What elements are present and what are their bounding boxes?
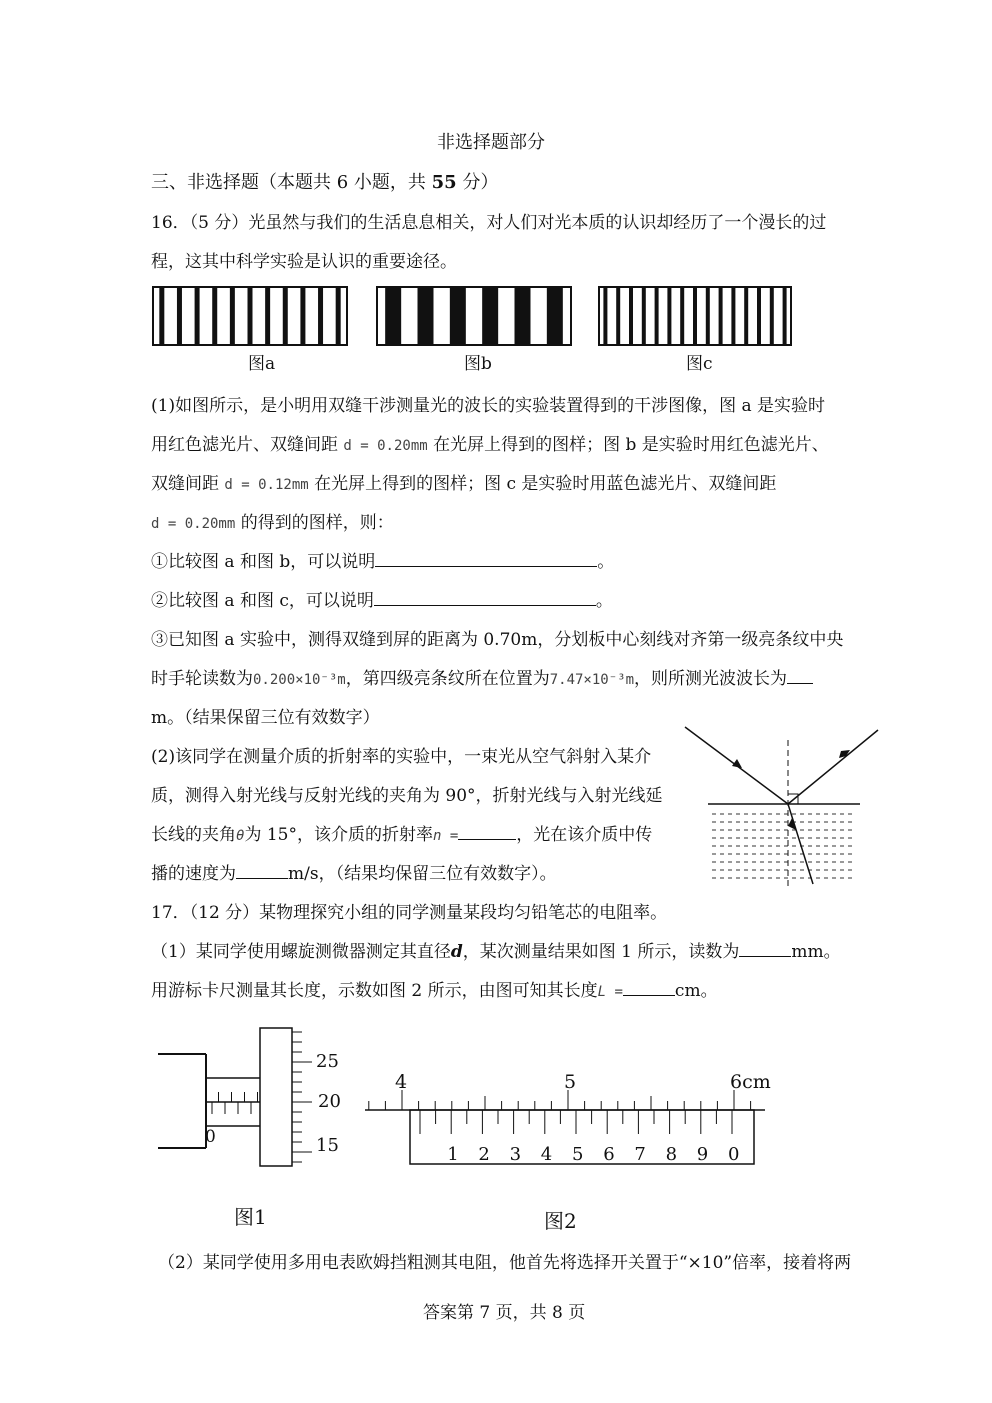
dark-fringe [629, 287, 633, 345]
q16-p1-line2 [151, 430, 829, 455]
sleeve-ticks [212, 1092, 258, 1114]
answer-blank[interactable] [458, 838, 516, 840]
text: 播的速度为 [151, 864, 236, 884]
heading-suffix: 分） [462, 172, 499, 193]
fringe-pattern-a [153, 287, 347, 345]
theta-symbol: θ [236, 828, 245, 844]
dark-fringe [177, 287, 182, 345]
q16-p2-line3 [151, 820, 652, 845]
text: ，光在该介质中传 [516, 825, 653, 845]
text: 在光屏上得到的图样；图 b 是实验时用红色滤光片、 [433, 435, 829, 455]
dark-fringe [655, 287, 659, 345]
main-label-5: 5 [564, 1071, 577, 1093]
fig-b-label: 图b [464, 354, 492, 374]
fringe-frame [377, 287, 571, 345]
dark-fringe [693, 287, 697, 345]
answer-blank[interactable] [375, 565, 597, 567]
fig-a-label: 图a [248, 354, 276, 374]
q16-p2-line1: (2)该同学在测量介质的折射率的实验中，一束光从空气斜射入某介 [151, 747, 652, 767]
vernier-caliper-figure [360, 1066, 780, 1236]
vernier-label: 2 [478, 1144, 490, 1165]
dark-fringe [783, 287, 787, 345]
text: ，某次测量结果如图 1 所示，读数为 [462, 942, 740, 962]
main-label-4: 4 [395, 1071, 408, 1093]
dark-fringe [482, 287, 498, 345]
dark-fringe [336, 287, 341, 345]
dark-fringe [300, 287, 305, 345]
fig-c-label: 图c [686, 354, 713, 374]
dark-fringe [450, 287, 466, 345]
L-symbol: L = [597, 984, 623, 1000]
refraction-diagram [680, 722, 885, 890]
q16-sub3-line3: m。（结果保留三位有效数字） [151, 708, 380, 728]
medium-hatching [712, 814, 852, 878]
thimble [260, 1028, 292, 1166]
dark-fringe [642, 287, 646, 345]
dark-fringe [195, 287, 200, 345]
dark-fringe [719, 287, 723, 345]
dark-fringe [212, 287, 217, 345]
dark-fringe [547, 287, 563, 345]
vernier-scale-labels [447, 1144, 739, 1165]
dark-fringe [667, 287, 671, 345]
q16-p2-line2: 质，测得入射光线与反射光线的夹角为 90°，折射光线与入射光线延 [151, 786, 663, 806]
answer-blank[interactable] [374, 604, 596, 606]
dark-fringe [283, 287, 288, 345]
q16-p2-line4 [151, 859, 557, 884]
vernier-label: 7 [634, 1144, 646, 1165]
heading-score: 55 [431, 172, 457, 193]
vernier-label: 5 [572, 1144, 584, 1165]
dark-fringe [731, 287, 735, 345]
vernier-label: 9 [696, 1144, 709, 1165]
text: （1）某同学使用螺旋测微器测定其直径 [151, 942, 451, 962]
text: 为 15°，该介质的折射率 [244, 825, 433, 845]
main-scale-ticks [369, 1090, 751, 1110]
text: 长线的夹角 [151, 825, 236, 845]
dark-fringe [418, 287, 434, 345]
dark-fringe [318, 287, 323, 345]
thimble-label-15: 15 [316, 1135, 339, 1156]
micrometer-figure [150, 1020, 360, 1235]
q16-sub3-line2 [151, 664, 813, 689]
dark-fringe [265, 287, 270, 345]
q16-p1-line3 [151, 469, 776, 494]
dark-fringe [680, 287, 684, 345]
q17-intro: 17．（12 分）某物理探究小组的同学测量某段均匀铅笔芯的电阻率。 [151, 903, 668, 923]
fig2-label: 图2 [544, 1209, 577, 1233]
q16-intro-line1: 16．（5 分）光虽然与我们的生活息息相关，对人们对光本质的认识却经历了一个漫长的过 [151, 213, 827, 233]
main-label-6cm: 6cm [730, 1071, 771, 1093]
thimble-label-25: 25 [316, 1051, 339, 1072]
section-heading [151, 168, 498, 194]
dark-fringe [603, 287, 607, 345]
q17-p1-line2 [151, 976, 718, 1001]
text: ，第四级亮条纹所在位置为 [345, 669, 550, 689]
interference-figures [148, 283, 796, 379]
text: ②比较图 a 和图 c，可以说明 [151, 591, 374, 611]
dark-fringe [616, 287, 620, 345]
dark-fringe [770, 287, 774, 345]
q16-p1-line1: (1)如图所示，是小明用双缝干涉测量光的波长的实验装置得到的干涉图像，图 a 是实验时 [151, 396, 826, 416]
q16-p1-line4 [151, 508, 394, 533]
section-title: 非选择题部分 [437, 132, 545, 153]
vernier-label: 3 [509, 1144, 522, 1165]
q16-sub2 [151, 586, 613, 611]
text: ，则所测光波波长为 [634, 669, 788, 689]
text: 用游标卡尺测量其长度，示数如图 2 所示，由图可知其长度 [151, 981, 598, 1001]
dark-fringe [744, 287, 748, 345]
n-symbol: n = [432, 828, 459, 844]
reflected-ray [788, 730, 878, 804]
vernier-label: 1 [447, 1144, 459, 1165]
reading-value-1: 0.200×10⁻³m [253, 672, 346, 688]
fringe-pattern-c [599, 287, 791, 345]
text: 。 [597, 552, 615, 572]
heading-count: 6 [336, 172, 349, 193]
spacing-value-1: d = 0.20mm [343, 438, 428, 454]
text: 时手轮读数为 [151, 669, 253, 689]
vernier-label: 4 [540, 1144, 553, 1165]
vernier-scale-ticks [420, 1110, 732, 1134]
dark-fringe [230, 287, 235, 345]
text: 。 [595, 591, 613, 611]
q17-p2-line1: （2）某同学使用多用电表欧姆挡粗测其电阻，他首先将选择开关置于“×10”倍率，接着将两 [158, 1253, 852, 1273]
vernier-label: 6 [603, 1144, 615, 1165]
text: mm。 [791, 942, 841, 962]
thimble-ticks [292, 1032, 312, 1162]
thimble-label-20: 20 [318, 1091, 341, 1112]
dark-fringe [248, 287, 253, 345]
dark-fringe [385, 287, 401, 345]
text: 在光屏上得到的图样；图 c 是实验时用蓝色滤光片、双缝间距 [314, 474, 777, 494]
text: ①比较图 a 和图 b，可以说明 [151, 552, 376, 572]
text: 用红色滤光片、双缝间距 [151, 435, 338, 455]
dark-fringe [159, 287, 164, 345]
answer-blank[interactable] [623, 994, 675, 996]
text: 的得到的图样，则： [240, 513, 394, 533]
answer-blank[interactable] [739, 955, 791, 957]
heading-prefix: 三、非选择题（本题共 [151, 172, 331, 193]
vernier-label: 8 [665, 1144, 678, 1165]
q16-sub3-line1: ③已知图 a 实验中，测得双缝到屏的距离为 0.70m，分划板中心刻线对齐第一级亮条纹中央 [151, 630, 844, 650]
q16-intro-line2: 程，这其中科学实验是认识的重要途径。 [151, 252, 457, 272]
refracted-ray [788, 804, 813, 884]
answer-blank[interactable] [236, 877, 288, 879]
spacing-value-3: d = 0.20mm [151, 516, 236, 532]
q16-sub1 [151, 547, 614, 572]
d-symbol: d [450, 942, 463, 962]
fig1-label: 图1 [234, 1205, 267, 1229]
text: m/s，（结果均保留三位有效数字）。 [288, 864, 557, 884]
vernier-label: 0 [728, 1144, 740, 1165]
heading-mid: 小题，共 [353, 172, 426, 193]
dark-fringe [757, 287, 761, 345]
reading-value-2: 7.47×10⁻³m [549, 672, 635, 688]
spacing-value-2: d = 0.12mm [224, 477, 309, 493]
dark-fringe [515, 287, 531, 345]
text: cm。 [674, 981, 718, 1001]
sleeve-zero-label: 0 [205, 1127, 216, 1147]
answer-blank[interactable] [787, 682, 813, 684]
page-footer: 答案第 7 页，共 8 页 [423, 1303, 586, 1323]
q17-p1-line1 [151, 937, 841, 962]
fringe-pattern-b [377, 287, 571, 345]
dark-fringe [706, 287, 710, 345]
text: 双缝间距 [151, 474, 219, 494]
